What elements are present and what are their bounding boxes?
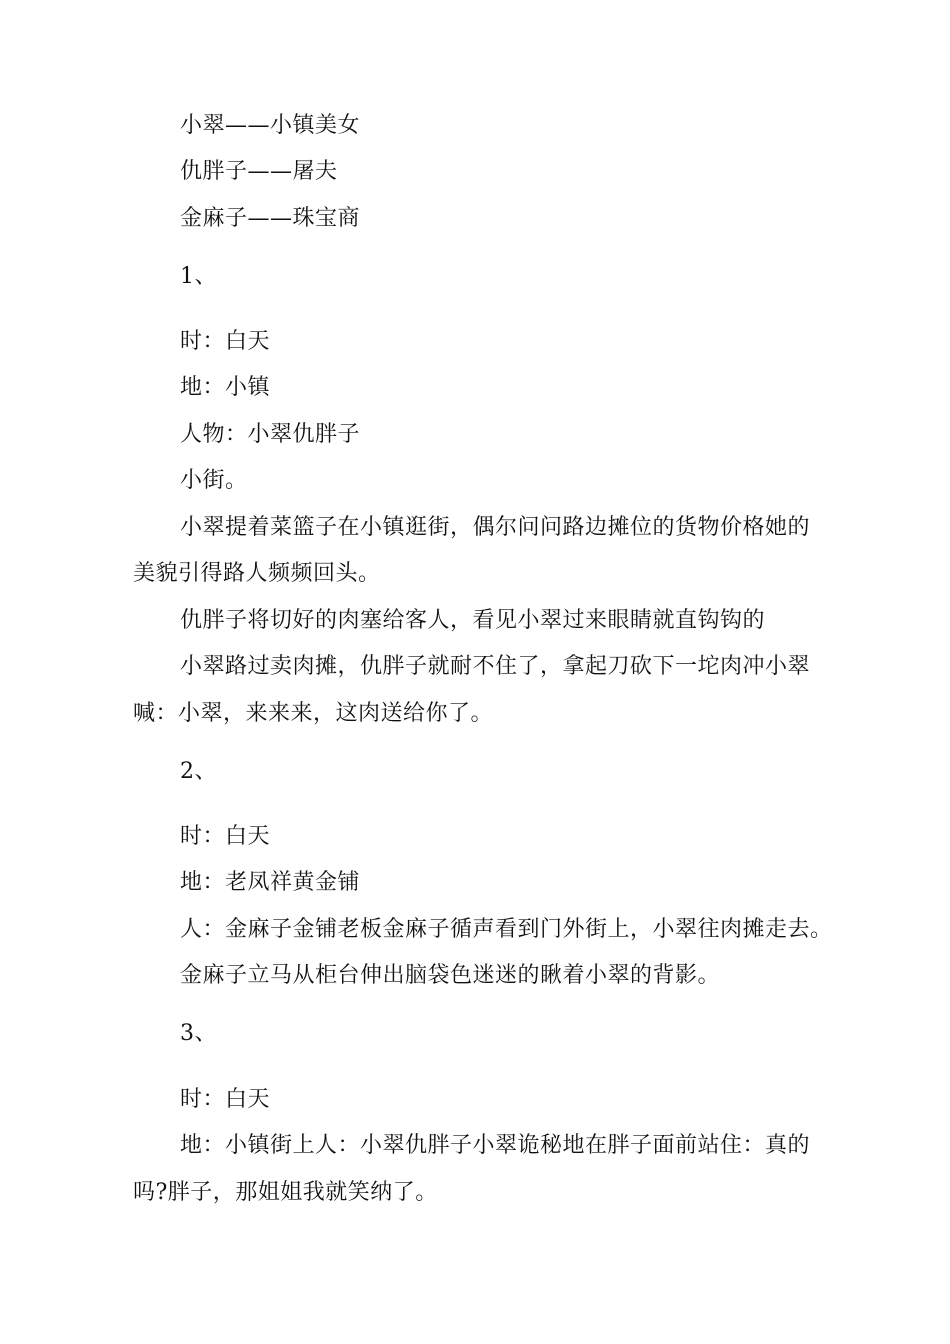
cast-line-1: 小翠——小镇美女 <box>180 113 361 138</box>
scene2-paragraph-1: 金麻子立马从柜台伸出脑袋色迷迷的瞅着小翠的背影。 <box>180 963 721 988</box>
scene1-paragraph-2: 仇胖子将切好的肉塞给客人，看见小翠过来眼睛就直钩钩的 <box>180 608 766 633</box>
scene1-time: 时：白天 <box>180 329 271 354</box>
scene1-setting: 小街。 <box>180 468 248 493</box>
scene1-paragraph-1-cont: 美貌引得路人频频回头。 <box>133 561 381 586</box>
scene2-time: 时：白天 <box>180 824 271 849</box>
scene1-place: 地：小镇 <box>180 375 271 400</box>
cast-line-2: 仇胖子——屠夫 <box>180 159 338 184</box>
scene-number-3: 3、 <box>180 1021 217 1046</box>
scene3-paragraph-1: 地：小镇街上人：小翠仇胖子小翠诡秘地在胖子面前站住：真的 <box>180 1133 811 1158</box>
cast-line-3: 金麻子——珠宝商 <box>180 206 361 231</box>
scene2-place: 地：老凤祥黄金铺 <box>180 870 361 895</box>
scene-number-1: 1、 <box>180 264 217 289</box>
scene3-paragraph-1-cont: 吗?胖子，那姐姐我就笑纳了。 <box>133 1180 438 1205</box>
scene1-people: 人物：小翠仇胖子 <box>180 422 361 447</box>
scene1-paragraph-3: 小翠路过卖肉摊，仇胖子就耐不住了，拿起刀砍下一坨肉冲小翠 <box>180 654 811 679</box>
scene3-time: 时：白天 <box>180 1087 271 1112</box>
scene2-people: 人：金麻子金铺老板金麻子循声看到门外街上，小翠往肉摊走去。 <box>180 917 833 942</box>
scene-number-2: 2、 <box>180 759 217 784</box>
scene1-paragraph-3-cont: 喊：小翠，来来来，这肉送给你了。 <box>133 701 494 726</box>
scene1-paragraph-1: 小翠提着菜篮子在小镇逛街，偶尔问问路边摊位的货物价格她的 <box>180 515 811 540</box>
